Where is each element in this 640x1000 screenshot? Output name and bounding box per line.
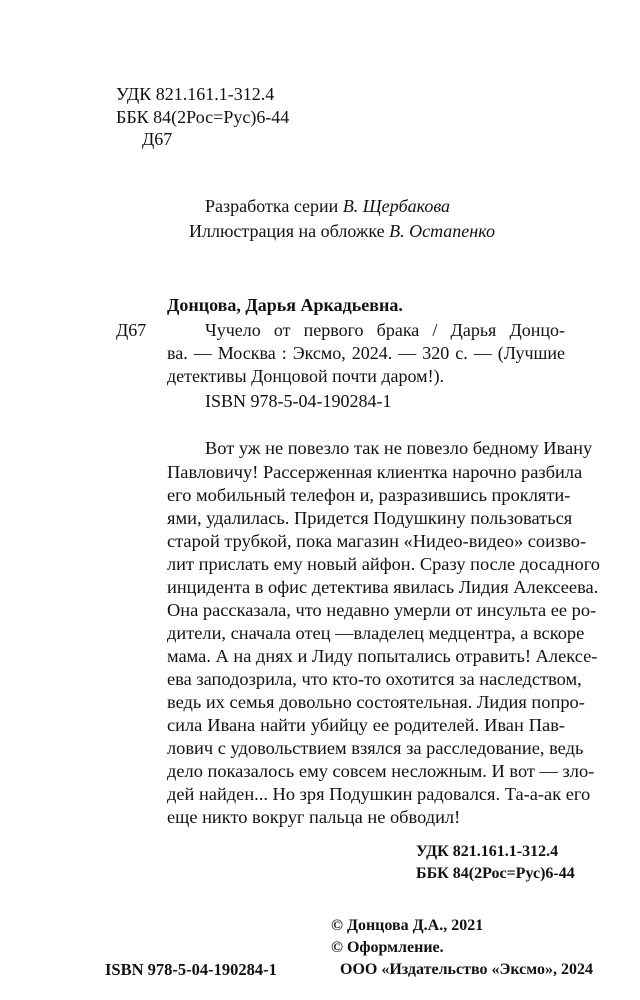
bbk-code: ББК 84(2Рос=Рус)6-44 bbox=[116, 107, 290, 127]
cover-credit bbox=[189, 220, 495, 242]
cover-credit-name: В. Остапенко bbox=[389, 221, 495, 241]
series-credit-name: В. Щербакова bbox=[342, 196, 451, 216]
udk-code: УДК 821.161.1-312.4 bbox=[116, 84, 275, 104]
catalog-author-mark: Д67 bbox=[116, 320, 147, 340]
annotation-line: старой трубкой, пока магазин «Нидео-видео» соизво- bbox=[167, 531, 587, 551]
annotation-line: ведь их семья довольно состоятельная. Лидия попро- bbox=[167, 692, 585, 712]
copyright-design: © Оформление. bbox=[331, 939, 444, 956]
annotation-line: лович с удовольствием взялся за расследование, ведь bbox=[167, 738, 584, 758]
annotation-line: еще никто вокруг пальца не обводил! bbox=[167, 807, 461, 827]
series-credit bbox=[205, 195, 450, 217]
copyright-author: © Донцова Д.А., 2021 bbox=[331, 917, 484, 934]
annotation-line: Павловичу! Рассерженная клиентка нарочно разбила bbox=[167, 462, 583, 482]
annotation-line: его мобильный телефон и, разразившись прокляти- bbox=[167, 485, 571, 505]
cover-credit-label: Иллюстрация на обложке bbox=[189, 221, 385, 241]
annotation-line: инцидента в офис детектива явилась Лидия Алексеева. bbox=[167, 577, 599, 597]
series-credit-label: Разработка серии bbox=[205, 196, 339, 216]
annotation-line: ями, удалилась. Придется Подушкину пользоваться bbox=[167, 508, 573, 528]
annotation-line: лит прислать ему новый айфон. Сразу после досадного bbox=[167, 554, 600, 574]
annotation-line: сила Ивана найти убийцу ее родителей. Иван Пав- bbox=[167, 715, 565, 735]
copyright-publisher: ООО «Издательство «Эксмо», 2024 bbox=[340, 961, 593, 978]
catalog-author-heading: Донцова, Дарья Аркадьевна. bbox=[167, 295, 403, 315]
catalog-isbn: ISBN 978-5-04-190284-1 bbox=[205, 391, 392, 411]
annotation-line: дители, сначала отец —владелец медцентра, а вскоре bbox=[167, 623, 585, 643]
catalog-description-line: ва. — Москва : Эксмо, 2024. — 320 с. — (Лучшие bbox=[167, 343, 565, 363]
catalog-description-line: Чучело от первого брака / Дарья Донцо- bbox=[205, 320, 565, 340]
footer-isbn: ISBN 978-5-04-190284-1 bbox=[105, 960, 277, 979]
bottom-bbk-code: ББК 84(2Рос=Рус)6-44 bbox=[416, 865, 575, 882]
author-mark: Д67 bbox=[142, 129, 173, 149]
catalog-description-line: детективы Донцовой почти даром!). bbox=[167, 366, 445, 386]
annotation-line: Она рассказала, что недавно умерли от инсульта ее ро- bbox=[167, 600, 597, 620]
bottom-udk-code: УДК 821.161.1-312.4 bbox=[416, 843, 559, 860]
annotation-line: дело показалось ему совсем несложным. И вот — зло- bbox=[167, 761, 595, 781]
annotation-line: Вот уж не повезло так не повезло бедному Ивану bbox=[205, 438, 593, 458]
annotation-line: дей найден... Но зря Подушкин радовался. Та-а-ак его bbox=[167, 784, 591, 804]
annotation-line: ева заподозрила, что кто-то охотится за наследством, bbox=[167, 669, 582, 689]
annotation-line: мама. А на днях и Лиду попытались отравить! Алексе- bbox=[167, 646, 598, 666]
